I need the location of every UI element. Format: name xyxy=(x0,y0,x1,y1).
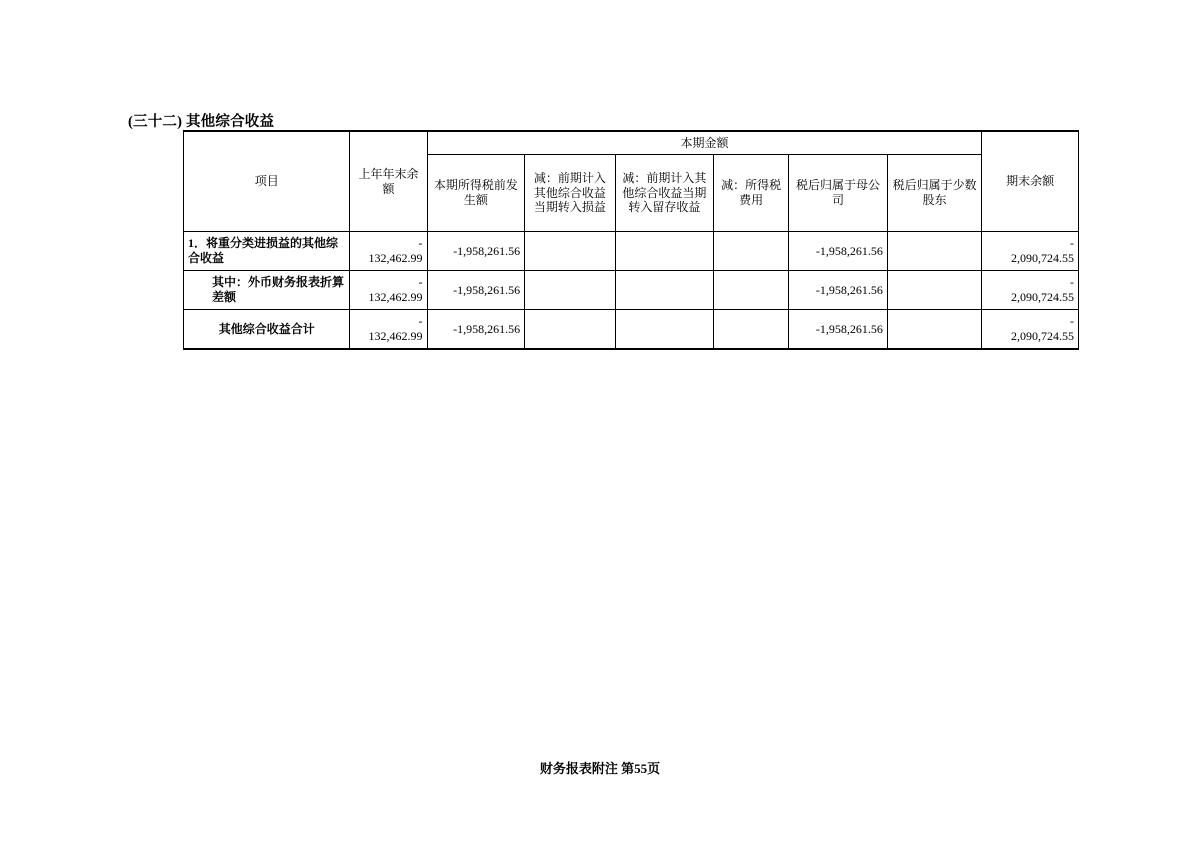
row-item-label: 其中：外币财务报表折算差额 xyxy=(184,271,350,310)
cell-period-end-balance: - 2,090,724.55 xyxy=(982,310,1079,350)
row-item-label: 其他综合收益合计 xyxy=(184,310,350,350)
column-header-current-period-group: 本期金额 xyxy=(427,131,982,155)
table-row xyxy=(184,271,1079,310)
column-header-prior-year-end: 上年年末余额 xyxy=(350,131,427,232)
page-title: (三十二) 其他综合收益 xyxy=(128,114,275,130)
cell-prior-year-end: - 132,462.99 xyxy=(350,232,427,271)
cell-income-tax-expense xyxy=(714,310,789,350)
cell-less-transfer-to-pl xyxy=(525,232,615,271)
cell-less-transfer-to-pl xyxy=(525,271,615,310)
cell-less-transfer-to-retained xyxy=(615,310,714,350)
column-header-less-transfer-to-pl: 减：前期计入其他综合收益当期转入损益 xyxy=(525,155,615,232)
cell-after-tax-minority xyxy=(887,271,982,310)
column-header-item: 项目 xyxy=(184,131,350,232)
cell-prior-year-end: - 132,462.99 xyxy=(350,271,427,310)
column-header-period-end-balance: 期末余额 xyxy=(982,131,1079,232)
cell-prior-year-end: - 132,462.99 xyxy=(350,310,427,350)
table-row xyxy=(184,232,1079,271)
cell-pre-tax-amount: -1,958,261.56 xyxy=(427,232,525,271)
cell-period-end-balance: - 2,090,724.55 xyxy=(982,271,1079,310)
table-row xyxy=(184,310,1079,350)
cell-less-transfer-to-retained xyxy=(615,271,714,310)
column-header-income-tax-expense: 减：所得税费用 xyxy=(714,155,789,232)
footer-label: 财务报表附注 第55页 xyxy=(539,761,661,776)
column-header-pre-tax-amount: 本期所得税前发生额 xyxy=(427,155,525,232)
row-item-label: 1．将重分类进损益的其他综合收益 xyxy=(184,232,350,271)
cell-income-tax-expense xyxy=(714,232,789,271)
cell-period-end-balance: - 2,090,724.55 xyxy=(982,232,1079,271)
cell-less-transfer-to-pl xyxy=(525,310,615,350)
cell-pre-tax-amount: -1,958,261.56 xyxy=(427,310,525,350)
cell-after-tax-minority xyxy=(887,232,982,271)
cell-less-transfer-to-retained xyxy=(615,232,714,271)
column-header-less-transfer-to-retained: 减：前期计入其他综合收益当期转入留存收益 xyxy=(615,155,714,232)
other-comprehensive-income-table xyxy=(183,130,1079,350)
cell-pre-tax-amount: -1,958,261.56 xyxy=(427,271,525,310)
column-header-after-tax-minority: 税后归属于少数股东 xyxy=(887,155,982,232)
column-header-after-tax-parent: 税后归属于母公司 xyxy=(789,155,888,232)
cell-after-tax-parent: -1,958,261.56 xyxy=(789,232,888,271)
page-footer xyxy=(0,758,1200,777)
cell-after-tax-parent: -1,958,261.56 xyxy=(789,271,888,310)
cell-income-tax-expense xyxy=(714,271,789,310)
cell-after-tax-parent: -1,958,261.56 xyxy=(789,310,888,350)
cell-after-tax-minority xyxy=(887,310,982,350)
